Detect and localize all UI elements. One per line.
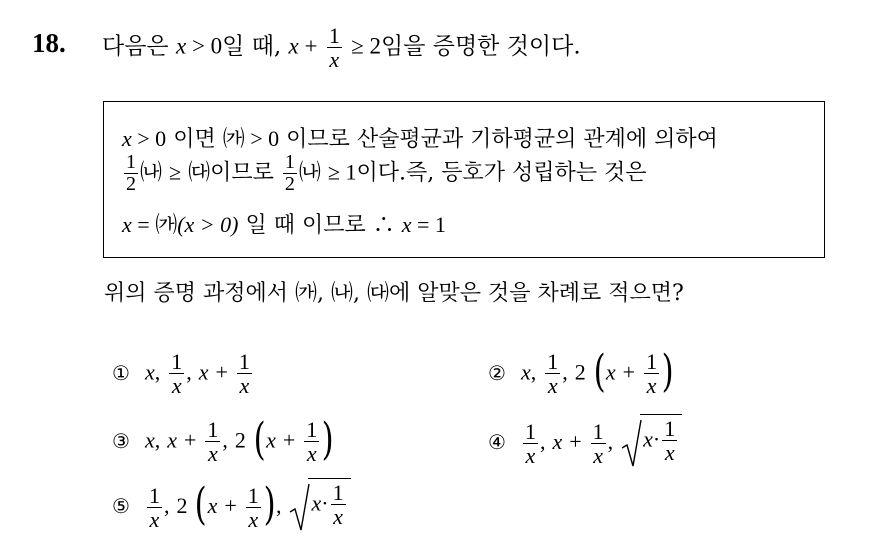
o2-a: x bbox=[520, 359, 531, 385]
p2-blank-na-2: ㈏ bbox=[298, 160, 321, 186]
o1-b-num: 1 bbox=[171, 349, 183, 374]
proof-line-3 bbox=[122, 208, 446, 239]
p3-eq2: = 1 bbox=[411, 212, 446, 237]
proof-line-1 bbox=[122, 122, 718, 153]
stem-expr-var: x bbox=[288, 33, 299, 59]
p2-half-den: 2 bbox=[126, 173, 136, 195]
o3-right-paren: ) bbox=[321, 413, 334, 465]
o5-a-den: x bbox=[149, 506, 160, 532]
option-4-mark: ④ bbox=[488, 430, 506, 455]
o4-sqrt bbox=[620, 418, 682, 468]
o2-b-frac bbox=[545, 350, 560, 397]
o3-c-num: 1 bbox=[306, 417, 318, 442]
o4-a-num: 1 bbox=[524, 418, 536, 444]
o5-c-frac bbox=[331, 481, 346, 528]
o1-c-frac bbox=[237, 350, 252, 397]
stem-suffix: 임을 증명한 것이다. bbox=[381, 33, 581, 60]
o3-c-frac bbox=[304, 418, 319, 465]
stem-cond-var: x bbox=[175, 33, 187, 59]
o5-b-frac bbox=[246, 484, 261, 531]
p1-text1: 이면 bbox=[173, 127, 216, 152]
p2-text2: 이다. bbox=[356, 160, 406, 186]
question-stem bbox=[102, 24, 581, 71]
option-5-mark: ⑤ bbox=[112, 494, 130, 519]
p2-ge: ≥ bbox=[169, 159, 182, 185]
o5-left-paren: ( bbox=[195, 479, 208, 531]
o2-c-var: x bbox=[605, 359, 616, 385]
option-1[interactable]: ① x, $\frac{1}{x}$ , x + $\frac{1}{x}$ bbox=[112, 349, 250, 399]
o5-b-num: 1 bbox=[247, 482, 259, 508]
o4-b-frac bbox=[591, 420, 606, 467]
o1-a: x bbox=[144, 359, 155, 385]
option-2[interactable]: ② x, $\frac{1}{x}$ , 2 (x + $\frac{1}{x}$ ) bbox=[488, 345, 674, 399]
p2-blank-da: ㈐ bbox=[188, 160, 211, 186]
o5-sqrt-body bbox=[308, 478, 350, 528]
o4-a-den: x bbox=[525, 442, 536, 468]
o3-c-plus: + bbox=[282, 427, 296, 453]
p2-text3: 즉, 등호가 성립하는 것은 bbox=[405, 160, 647, 186]
o4-b-var: x bbox=[552, 429, 563, 455]
o4-c-var: x bbox=[643, 426, 653, 452]
o5-b-var: x bbox=[207, 493, 218, 519]
option-3[interactable]: ③ x, x + $\frac{1}{x}$ , 2 (x + $\frac{1}{x}$ ) bbox=[112, 413, 334, 467]
o5-b-den: x bbox=[248, 506, 259, 532]
p1-rel: > 0 bbox=[131, 126, 167, 151]
p1-text2: 이므로 산술평균과 기하평균의 관계에 의하여 bbox=[286, 127, 718, 152]
p2-half-num: 1 bbox=[126, 151, 136, 173]
stem-frac-den: x bbox=[329, 47, 340, 73]
o1-c-den: x bbox=[239, 373, 250, 399]
option-1-mark: ① bbox=[112, 360, 130, 385]
p1-var: x bbox=[122, 126, 132, 151]
stem-frac-num: 1 bbox=[328, 23, 340, 48]
o3-left-paren: ( bbox=[253, 413, 266, 465]
stem-prefix: 다음은 bbox=[102, 33, 169, 60]
option-4[interactable]: ④ $\frac{1}{x}$ , x + $\frac{1}{x}$ , x· $\frac{1}{x}$ bbox=[488, 418, 682, 468]
o1-c-plus: + bbox=[215, 359, 228, 385]
o5-c-num: 1 bbox=[332, 480, 344, 505]
o3-b-num: 1 bbox=[207, 417, 219, 442]
stem-ineq: ≥ 2 bbox=[351, 33, 381, 59]
o4-b-plus: + bbox=[569, 429, 582, 455]
stem-mid: 일 때, bbox=[222, 33, 282, 60]
p2-half2-den: 2 bbox=[284, 173, 295, 195]
stem-fraction bbox=[327, 24, 342, 71]
o2-c-plus: + bbox=[622, 359, 636, 385]
o4-c-dot: · bbox=[652, 426, 661, 452]
o4-a-frac bbox=[523, 420, 538, 467]
p2-half2-num: 1 bbox=[284, 151, 295, 173]
o3-b-var: x bbox=[167, 427, 177, 453]
stem-plus: + bbox=[298, 33, 318, 59]
o5-right-paren: ) bbox=[263, 479, 276, 531]
o3-a: x bbox=[144, 427, 155, 453]
o2-right-paren: ) bbox=[661, 345, 674, 397]
o5-sqrt bbox=[288, 482, 350, 532]
option-2-mark: ② bbox=[488, 360, 506, 385]
o5-a-frac bbox=[147, 484, 162, 531]
o5-c-den: x bbox=[333, 504, 343, 530]
o2-c-coef: 2 bbox=[574, 359, 586, 385]
p3-var: x bbox=[122, 212, 132, 237]
o4-c-den: x bbox=[664, 440, 675, 466]
o5-b-plus: + bbox=[224, 493, 237, 519]
p1-rel2: > 0 bbox=[244, 126, 280, 151]
o5-c-dot: · bbox=[321, 490, 329, 516]
o4-c-num: 1 bbox=[664, 416, 676, 441]
o5-b-coef: 2 bbox=[176, 493, 188, 519]
o3-b-den: x bbox=[208, 441, 218, 467]
option-5[interactable]: ⑤ $\frac{1}{x}$ , 2 (x + $\frac{1}{x}$ ), x· $\frac{1}{x}$ bbox=[112, 482, 351, 532]
o4-b-den: x bbox=[593, 442, 603, 468]
p1-blank-ga: ㈎ bbox=[222, 127, 245, 152]
o2-left-paren: ( bbox=[593, 345, 606, 397]
stem-cond-rel: > 0 bbox=[186, 33, 223, 59]
o1-b-den: x bbox=[171, 373, 182, 399]
proof-line-2 bbox=[122, 152, 646, 195]
o3-b-plus: + bbox=[183, 427, 197, 453]
o4-sqrt-body bbox=[640, 414, 682, 464]
p2-fraction-half-2 bbox=[283, 152, 297, 195]
option-3-mark: ③ bbox=[112, 428, 130, 453]
o2-c-den: x bbox=[646, 373, 657, 399]
p3-eq: = bbox=[131, 212, 156, 237]
o1-c-var: x bbox=[198, 359, 209, 385]
o2-c-num: 1 bbox=[646, 349, 658, 374]
o2-b-num: 1 bbox=[547, 349, 559, 374]
p2-ge2: ≥ 1 bbox=[327, 159, 357, 185]
o3-c-den: x bbox=[306, 441, 317, 467]
o3-c-var: x bbox=[266, 427, 276, 453]
p3-var2: x bbox=[401, 212, 412, 237]
o3-c-coef: 2 bbox=[234, 427, 246, 453]
p2-fraction-half bbox=[124, 152, 138, 195]
p2-text1: 이므로 bbox=[210, 160, 274, 186]
question-number: 18. bbox=[32, 28, 66, 58]
o5-sqrt-sign bbox=[288, 482, 310, 532]
o1-c-num: 1 bbox=[238, 349, 250, 374]
o1-b-frac bbox=[169, 350, 184, 397]
o5-c-var: x bbox=[311, 490, 322, 516]
question-prompt: 위의 증명 과정에서 ㈎, ㈏, ㈐에 알맞은 것을 차례로 적으면? bbox=[104, 281, 684, 306]
o4-b-num: 1 bbox=[592, 418, 604, 444]
o4-c-frac bbox=[662, 417, 677, 464]
o2-c-frac bbox=[644, 350, 659, 397]
o3-b-frac bbox=[205, 418, 220, 465]
o2-b-den: x bbox=[547, 373, 558, 399]
o4-sqrt-sign bbox=[620, 418, 642, 468]
o5-a-num: 1 bbox=[148, 482, 160, 508]
p3-text1: 일 때 이므로 ∴ bbox=[245, 213, 395, 238]
p3-blank-ga: ㈎ bbox=[155, 213, 178, 238]
p3-cond: (x > 0) bbox=[177, 212, 239, 237]
p2-blank-na: ㈏ bbox=[140, 160, 163, 186]
